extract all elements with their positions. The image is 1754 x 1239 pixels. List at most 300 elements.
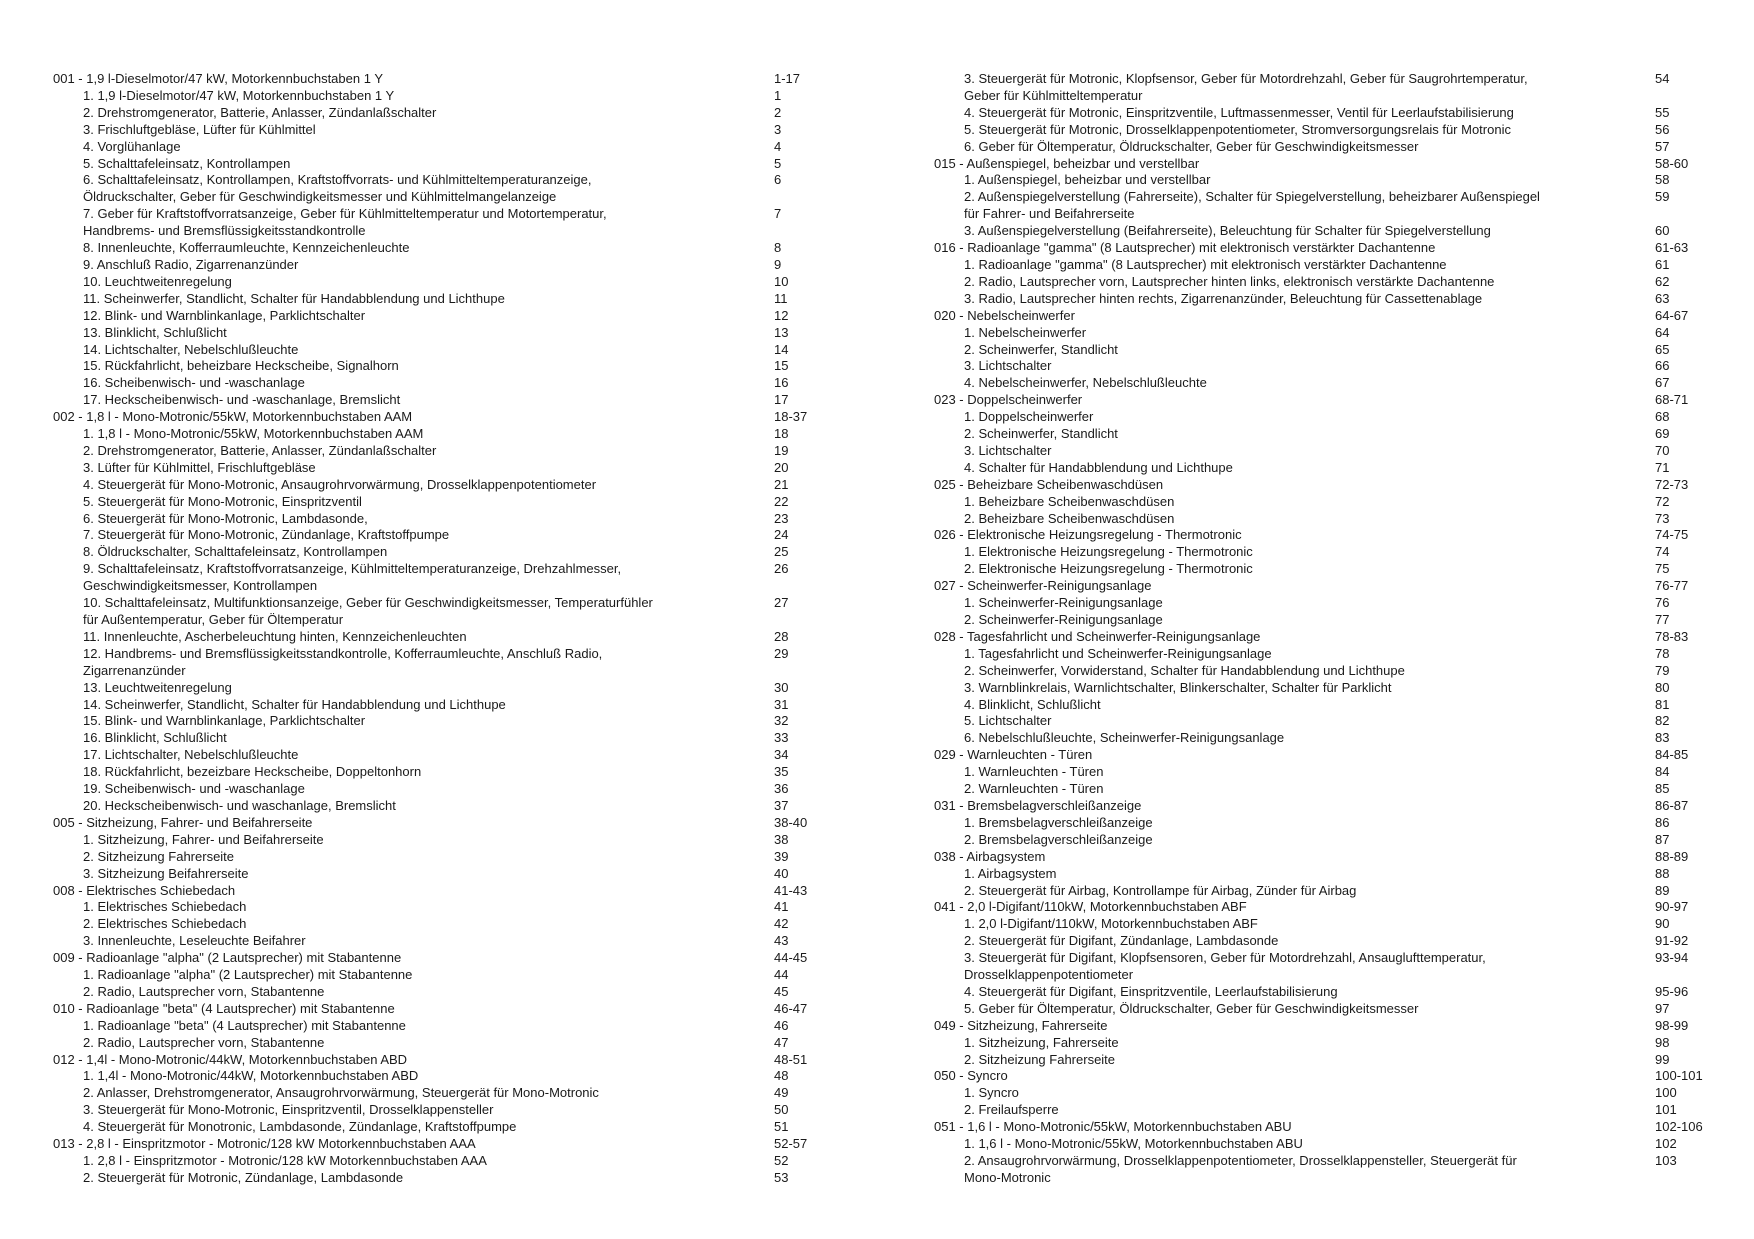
- toc-entry-pages: 8: [774, 240, 782, 256]
- toc-entry-pages: 78: [1655, 645, 1670, 661]
- toc-entry-pages: 73: [1655, 510, 1670, 526]
- toc-entry-pages: 31: [774, 696, 789, 712]
- toc-item-row: [934, 713, 1704, 730]
- toc-entry-title: 3. Steuergerät für Mono-Motronic, Einspritzventil, Drosselklappensteller: [83, 1102, 494, 1118]
- toc-entry-title: Öldruckschalter, Geber für Geschwindigkeitsmesser und Kühlmittelmangelanzeige: [83, 189, 557, 205]
- toc-entry-pages: 54: [1655, 71, 1670, 86]
- toc-entry-title: 15. Blink- und Warnblinkanlage, Parklichtschalter: [83, 713, 366, 729]
- toc-continuation-row: [934, 88, 1704, 105]
- toc-entry-pages: 53: [774, 1169, 789, 1185]
- toc-entry-pages: 41-43: [774, 882, 808, 898]
- toc-item-row: [53, 308, 823, 325]
- toc-item-row: [934, 1153, 1704, 1170]
- toc-continuation-row: [53, 663, 823, 680]
- toc-entry-title: 1. 1,8 l - Mono-Motronic/55kW, Motorkennbuchstaben AAM: [83, 426, 424, 442]
- toc-entry-pages: 76-77: [1655, 578, 1689, 594]
- toc-column-right: [934, 71, 1704, 1187]
- toc-entry-title: 2. Radio, Lautsprecher vorn, Stabantenne: [83, 983, 325, 999]
- toc-item-row: [934, 494, 1704, 511]
- toc-entry-title: 3. Innenleuchte, Leseleuchte Beifahrer: [83, 933, 306, 949]
- toc-item-row: [53, 561, 823, 578]
- toc-entry-title: 1. Warnleuchten - Türen: [964, 764, 1104, 780]
- toc-entry-title: 027 - Scheinwerfer-Reinigungsanlage: [934, 578, 1152, 594]
- toc-entry-pages: 25: [774, 544, 789, 560]
- toc-entry-pages: 100: [1655, 1085, 1677, 1101]
- toc-entry-title: 16. Blinklicht, Schlußlicht: [83, 730, 227, 746]
- toc-entry-pages: 47: [774, 1034, 789, 1050]
- toc-item-row: [53, 375, 823, 392]
- toc-entry-title: 2. Radio, Lautsprecher vorn, Stabantenne: [83, 1034, 325, 1050]
- toc-entry-title: 9. Schalttafeleinsatz, Kraftstoffvorratsanzeige, Kühlmitteltemperaturanzeige, Drehzahlmesser,: [83, 561, 622, 577]
- toc-item-row: [934, 1035, 1704, 1052]
- toc-entry-pages: 39: [774, 848, 789, 864]
- toc-entry-pages: 70: [1655, 442, 1670, 458]
- toc-entry-title: 18. Rückfahrlicht, bezeizbare Heckscheibe, Doppeltonhorn: [83, 764, 422, 780]
- toc-entry-pages: 75: [1655, 561, 1670, 577]
- toc-entry-title: 1. 1,6 l - Mono-Motronic/55kW, Motorkennbuchstaben ABU: [964, 1136, 1303, 1152]
- toc-entry-title: 1. Radioanlage "alpha" (2 Lautsprecher) mit Stabantenne: [83, 967, 413, 983]
- toc-item-row: [934, 409, 1704, 426]
- toc-column-left: [53, 71, 823, 1187]
- toc-item-row: [53, 511, 823, 528]
- toc-item-row: [53, 88, 823, 105]
- toc-entry-pages: 90: [1655, 916, 1670, 932]
- toc-entry-title: 3. Sitzheizung Beifahrerseite: [83, 865, 249, 881]
- toc-entry-title: 2. Steuergerät für Airbag, Kontrollampe für Airbag, Zünder für Airbag: [964, 882, 1357, 898]
- toc-entry-pages: 3: [774, 121, 782, 137]
- toc-entry-pages: 48-51: [774, 1051, 808, 1067]
- toc-item-row: [53, 139, 823, 156]
- toc-entry-pages: 38-40: [774, 814, 808, 830]
- toc-item-row: [934, 274, 1704, 291]
- toc-entry-pages: 91-92: [1655, 933, 1689, 949]
- toc-item-row: [934, 1136, 1704, 1153]
- toc-item-row: [53, 1035, 823, 1052]
- toc-entry-pages: 65: [1655, 341, 1670, 357]
- toc-entry-title: 6. Nebelschlußleuchte, Scheinwerfer-Reinigungsanlage: [964, 730, 1285, 746]
- toc-entry-pages: 61: [1655, 256, 1670, 272]
- toc-entry-title: 1. Elektronische Heizungsregelung - Thermotronic: [964, 544, 1253, 560]
- toc-item-row: [53, 156, 823, 173]
- toc-item-row: [53, 730, 823, 747]
- toc-entry-pages: 58-60: [1655, 155, 1689, 171]
- toc-entry-title: 4. Blinklicht, Schlußlicht: [964, 696, 1101, 712]
- toc-entry-title: 16. Scheibenwisch- und -waschanlage: [83, 375, 305, 391]
- toc-entry-title: 20. Heckscheibenwisch- und waschanlage, Bremslicht: [83, 797, 396, 813]
- toc-entry-title: 2. Elektrisches Schiebedach: [83, 916, 247, 932]
- toc-section-row: [934, 527, 1704, 544]
- toc-entry-pages: 59: [1655, 189, 1670, 205]
- toc-entry-pages: 44-45: [774, 950, 808, 966]
- toc-item-row: [53, 105, 823, 122]
- toc-entry-pages: 33: [774, 730, 789, 746]
- toc-item-row: [934, 358, 1704, 375]
- toc-entry-title: 7. Steuergerät für Mono-Motronic, Zündanlage, Kraftstoffpumpe: [83, 527, 450, 543]
- toc-entry-title: 1. Nebelscheinwerfer: [964, 324, 1087, 340]
- toc-entry-pages: 41: [774, 899, 789, 915]
- toc-entry-title: 15. Rückfahrlicht, beheizbare Heckscheibe, Signalhorn: [83, 358, 399, 374]
- toc-entry-pages: 9: [774, 256, 782, 272]
- toc-item-row: [53, 832, 823, 849]
- toc-entry-title: 1. 1,4l - Mono-Motronic/44kW, Motorkennbuchstaben ABD: [83, 1068, 419, 1084]
- toc-entry-pages: 26: [774, 561, 789, 577]
- toc-entry-pages: 1: [774, 87, 782, 103]
- toc-item-row: [53, 325, 823, 342]
- toc-entry-title: für Außentemperatur, Geber für Öltemperatur: [83, 612, 344, 627]
- toc-section-row: [934, 156, 1704, 173]
- toc-item-row: [934, 680, 1704, 697]
- toc-section-row: [53, 1001, 823, 1018]
- toc-entry-title: 12. Blink- und Warnblinkanlage, Parklichtschalter: [83, 307, 366, 323]
- toc-entry-pages: 56: [1655, 121, 1670, 137]
- toc-item-row: [53, 274, 823, 291]
- toc-entry-pages: 36: [774, 781, 789, 797]
- toc-entry-pages: 68: [1655, 409, 1670, 425]
- toc-entry-pages: 23: [774, 510, 789, 526]
- toc-entry-title: 008 - Elektrisches Schiebedach: [53, 882, 236, 898]
- toc-entry-pages: 66: [1655, 358, 1670, 374]
- toc-entry-title: 2. Scheinwerfer, Standlicht: [964, 341, 1118, 357]
- toc-item-row: [934, 291, 1704, 308]
- toc-item-row: [53, 713, 823, 730]
- toc-continuation-row: [53, 578, 823, 595]
- toc-entry-pages: 58: [1655, 172, 1670, 188]
- toc-entry-pages: 42: [774, 916, 789, 932]
- toc-entry-title: 7. Geber für Kraftstoffvorratsanzeige, Geber für Kühlmitteltemperatur und Motortemperatur,: [83, 206, 607, 222]
- toc-entry-title: 6. Schalttafeleinsatz, Kontrollampen, Kraftstoffvorrats- und Kühlmitteltemperaturanzeige,: [83, 172, 592, 188]
- toc-entry-title: 1. Syncro: [964, 1085, 1019, 1101]
- toc-entry-pages: 11: [774, 290, 788, 306]
- toc-entry-title: 1. Doppelscheinwerfer: [964, 409, 1094, 425]
- toc-item-row: [934, 663, 1704, 680]
- toc-entry-pages: 50: [774, 1102, 789, 1118]
- toc-entry-title: 8. Innenleuchte, Kofferraumleuchte, Kennzeichenleuchte: [83, 240, 410, 256]
- toc-item-row: [53, 798, 823, 815]
- toc-entry-pages: 61-63: [1655, 240, 1689, 256]
- toc-item-row: [53, 1170, 823, 1187]
- toc-entry-title: 020 - Nebelscheinwerfer: [934, 307, 1075, 323]
- toc-item-row: [934, 933, 1704, 950]
- toc-entry-title: 3. Frischluftgebläse, Lüfter für Kühlmittel: [83, 121, 316, 137]
- toc-entry-pages: 100-101: [1655, 1068, 1703, 1084]
- toc-entry-pages: 60: [1655, 223, 1670, 239]
- toc-entry-pages: 52-57: [774, 1136, 808, 1152]
- toc-entry-pages: 93-94: [1655, 950, 1689, 966]
- toc-entry-pages: 68-71: [1655, 392, 1689, 408]
- toc-entry-title: 041 - 2,0 l-Digifant/110kW, Motorkennbuchstaben ABF: [934, 899, 1247, 915]
- toc-item-row: [53, 967, 823, 984]
- toc-section-row: [934, 899, 1704, 916]
- toc-section-row: [53, 883, 823, 900]
- toc-entry-pages: 74: [1655, 544, 1670, 560]
- toc-entry-title: 1. Tagesfahrlicht und Scheinwerfer-Reinigungsanlage: [964, 645, 1272, 661]
- toc-entry-pages: 85: [1655, 781, 1670, 797]
- toc-entry-title: 4. Nebelscheinwerfer, Nebelschlußleuchte: [964, 375, 1207, 391]
- toc-entry-pages: 27: [774, 595, 789, 611]
- toc-entry-title: 2. Elektronische Heizungsregelung - Thermotronic: [964, 561, 1253, 577]
- toc-entry-title: 10. Schalttafeleinsatz, Multifunktionsanzeige, Geber für Geschwindigkeitsmesser, Temperaturfühler: [83, 595, 653, 611]
- toc-entry-pages: 52: [774, 1153, 789, 1168]
- toc-entry-title: 2. Scheinwerfer, Vorwiderstand, Schalter für Handabblendung und Lichthupe: [964, 662, 1405, 678]
- toc-item-row: [53, 494, 823, 511]
- toc-entry-title: 010 - Radioanlage "beta" (4 Lautsprecher) mit Stabantenne: [53, 1000, 395, 1016]
- toc-entry-pages: 99: [1655, 1051, 1670, 1067]
- toc-section-row: [934, 747, 1704, 764]
- toc-entry-pages: 20: [774, 459, 789, 475]
- toc-entry-pages: 101: [1655, 1102, 1677, 1118]
- toc-entry-title: 012 - 1,4l - Mono-Motronic/44kW, Motorkennbuchstaben ABD: [53, 1051, 408, 1067]
- toc-item-row: [934, 375, 1704, 392]
- toc-continuation-row: [934, 1170, 1704, 1187]
- toc-section-row: [934, 240, 1704, 257]
- toc-entry-title: 2. Ansaugrohrvorwärmung, Drosselklappenpotentiometer, Drosselklappensteller, Steuergerät für: [964, 1153, 1517, 1168]
- toc-entry-pages: 1-17: [774, 71, 801, 86]
- toc-item-row: [934, 612, 1704, 629]
- toc-entry-title: 5. Steuergerät für Mono-Motronic, Einspritzventil: [83, 493, 362, 509]
- toc-item-row: [53, 206, 823, 223]
- toc-entry-title: Handbrems- und Bremsflüssigkeitsstandkontrolle: [83, 223, 366, 239]
- toc-entry-pages: 88: [1655, 865, 1670, 881]
- toc-section-row: [53, 409, 823, 426]
- toc-item-row: [934, 815, 1704, 832]
- toc-entry-pages: 2: [774, 104, 782, 120]
- toc-entry-pages: 102-106: [1655, 1119, 1703, 1135]
- toc-entry-title: 023 - Doppelscheinwerfer: [934, 392, 1083, 408]
- toc-entry-pages: 16: [774, 375, 789, 391]
- toc-item-row: [53, 781, 823, 798]
- toc-entry-title: 1. Elektrisches Schiebedach: [83, 899, 247, 915]
- toc-continuation-row: [53, 189, 823, 206]
- toc-item-row: [53, 392, 823, 409]
- toc-entry-title: 4. Steuergerät für Mono-Motronic, Ansaugrohrvorwärmung, Drosselklappenpotentiometer: [83, 476, 597, 492]
- toc-entry-pages: 35: [774, 764, 789, 780]
- toc-entry-title: für Fahrer- und Beifahrerseite: [964, 206, 1135, 222]
- toc-item-row: [934, 189, 1704, 206]
- toc-entry-title: 3. Lichtschalter: [964, 358, 1052, 374]
- toc-entry-title: 2. Steuergerät für Motronic, Zündanlage, Lambdasonde: [83, 1169, 404, 1185]
- toc-entry-pages: 77: [1655, 612, 1670, 627]
- toc-section-row: [53, 815, 823, 832]
- toc-entry-pages: 22: [774, 493, 789, 509]
- toc-entry-pages: 87: [1655, 831, 1670, 847]
- toc-entry-pages: 102: [1655, 1136, 1677, 1152]
- toc-item-row: [53, 460, 823, 477]
- toc-entry-pages: 69: [1655, 426, 1670, 442]
- toc-entry-title: 6. Steuergerät für Mono-Motronic, Lambdasonde,: [83, 510, 368, 526]
- toc-entry-pages: 14: [774, 341, 789, 357]
- toc-entry-title: 5. Geber für Öltemperatur, Öldruckschalter, Geber für Geschwindigkeitsmesser: [964, 1000, 1419, 1016]
- toc-entry-pages: 15: [774, 358, 789, 374]
- toc-continuation-row: [934, 206, 1704, 223]
- toc-item-row: [934, 866, 1704, 883]
- toc-section-row: [934, 392, 1704, 409]
- toc-entry-title: 13. Blinklicht, Schlußlicht: [83, 324, 227, 340]
- toc-entry-title: 015 - Außenspiegel, beheizbar und verstellbar: [934, 155, 1200, 171]
- toc-item-row: [53, 1018, 823, 1035]
- toc-item-row: [53, 916, 823, 933]
- toc-entry-title: 026 - Elektronische Heizungsregelung - Thermotronic: [934, 527, 1242, 543]
- toc-entry-title: 1. Airbagsystem: [964, 865, 1057, 881]
- toc-entry-pages: 97: [1655, 1000, 1670, 1016]
- toc-entry-title: 2. Anlasser, Drehstromgenerator, Ansaugrohrvorwärmung, Steuergerät für Mono-Motronic: [83, 1085, 599, 1101]
- toc-entry-title: 028 - Tagesfahrlicht und Scheinwerfer-Reinigungsanlage: [934, 628, 1261, 644]
- toc-item-row: [53, 984, 823, 1001]
- toc-section-row: [934, 477, 1704, 494]
- toc-entry-pages: 78-83: [1655, 628, 1689, 644]
- toc-item-row: [53, 527, 823, 544]
- toc-item-row: [934, 342, 1704, 359]
- toc-section-row: [934, 1018, 1704, 1035]
- toc-item-row: [934, 71, 1704, 88]
- toc-item-row: [934, 697, 1704, 714]
- toc-entry-title: 4. Vorglühanlage: [83, 138, 181, 154]
- toc-entry-title: 050 - Syncro: [934, 1068, 1008, 1084]
- toc-entry-pages: 51: [774, 1119, 789, 1135]
- toc-entry-title: 9. Anschluß Radio, Zigarrenanzünder: [83, 256, 299, 272]
- toc-entry-pages: 86-87: [1655, 797, 1689, 813]
- toc-entry-title: 3. Warnblinkrelais, Warnlichtschalter, Blinkerschalter, Schalter für Parklicht: [964, 679, 1392, 695]
- toc-item-row: [934, 646, 1704, 663]
- toc-entry-title: 2. Freilaufsperre: [964, 1102, 1059, 1118]
- toc-entry-pages: 62: [1655, 273, 1670, 289]
- toc-item-row: [934, 1102, 1704, 1119]
- toc-item-row: [53, 747, 823, 764]
- toc-item-row: [53, 1085, 823, 1102]
- toc-entry-title: 17. Heckscheibenwisch- und -waschanlage, Bremslicht: [83, 392, 401, 408]
- toc-entry-pages: 38: [774, 831, 789, 847]
- toc-entry-title: 013 - 2,8 l - Einspritzmotor - Motronic/128 kW Motorkennbuchstaben AAA: [53, 1136, 476, 1152]
- toc-entry-title: 1. 2,0 l-Digifant/110kW, Motorkennbuchstaben ABF: [964, 916, 1258, 932]
- toc-entry-title: 2. Beheizbare Scheibenwaschdüsen: [964, 510, 1175, 526]
- toc-entry-pages: 64: [1655, 324, 1670, 340]
- toc-entry-pages: 67: [1655, 375, 1670, 391]
- toc-item-row: [53, 342, 823, 359]
- toc-entry-pages: 49: [774, 1085, 789, 1101]
- toc-item-row: [53, 697, 823, 714]
- toc-item-row: [53, 291, 823, 308]
- toc-item-row: [53, 426, 823, 443]
- toc-entry-pages: 19: [774, 442, 789, 458]
- toc-entry-title: 2. Steuergerät für Digifant, Zündanlage, Lambdasonde: [964, 933, 1279, 949]
- toc-entry-pages: 86: [1655, 814, 1670, 830]
- toc-section-row: [934, 308, 1704, 325]
- toc-entry-title: 8. Öldruckschalter, Schalttafeleinsatz, Kontrollampen: [83, 544, 388, 560]
- toc-entry-pages: 17: [774, 392, 789, 408]
- toc-entry-title: 1. Scheinwerfer-Reinigungsanlage: [964, 595, 1163, 611]
- toc-entry-title: 1. Beheizbare Scheibenwaschdüsen: [964, 493, 1175, 509]
- toc-entry-title: 2. Scheinwerfer, Standlicht: [964, 426, 1118, 442]
- toc-item-row: [934, 223, 1704, 240]
- toc-entry-pages: 45: [774, 983, 789, 999]
- toc-entry-title: 1. Bremsbelagverschleißanzeige: [964, 814, 1153, 830]
- toc-entry-title: 17. Lichtschalter, Nebelschlußleuchte: [83, 747, 299, 763]
- toc-entry-title: 1. 2,8 l - Einspritzmotor - Motronic/128 kW Motorkennbuchstaben AAA: [83, 1153, 487, 1168]
- toc-item-row: [53, 1119, 823, 1136]
- toc-item-row: [934, 325, 1704, 342]
- toc-entry-title: 3. Steuergerät für Digifant, Klopfsensoren, Geber für Motordrehzahl, Ansauglufttemperatur,: [964, 950, 1486, 966]
- toc-item-row: [934, 172, 1704, 189]
- toc-entry-title: 1. Außenspiegel, beheizbar und verstellbar: [964, 172, 1211, 188]
- toc-entry-title: 2. Sitzheizung Fahrerseite: [964, 1051, 1116, 1067]
- toc-entry-title: 2. Radio, Lautsprecher vorn, Lautsprecher hinten links, elektronisch verstärkte Dachantenne: [964, 273, 1495, 289]
- toc-continuation-row: [53, 223, 823, 240]
- toc-entry-pages: 40: [774, 865, 789, 881]
- toc-entry-title: 13. Leuchtweitenregelung: [83, 679, 232, 695]
- toc-item-row: [934, 595, 1704, 612]
- toc-item-row: [934, 1052, 1704, 1069]
- toc-entry-pages: 18-37: [774, 409, 808, 425]
- toc-item-row: [934, 511, 1704, 528]
- toc-section-row: [53, 950, 823, 967]
- toc-entry-pages: 89: [1655, 882, 1670, 898]
- toc-item-row: [53, 849, 823, 866]
- toc-entry-pages: 72-73: [1655, 476, 1689, 492]
- toc-entry-pages: 46-47: [774, 1000, 808, 1016]
- toc-item-row: [53, 240, 823, 257]
- toc-entry-title: 1. Sitzheizung, Fahrerseite: [964, 1034, 1119, 1050]
- toc-item-row: [934, 105, 1704, 122]
- toc-entry-title: 2. Drehstromgenerator, Batterie, Anlasser, Zündanlaßschalter: [83, 104, 437, 120]
- toc-item-row: [934, 764, 1704, 781]
- toc-entry-title: Geber für Kühlmitteltemperatur: [964, 87, 1143, 103]
- toc-item-row: [934, 984, 1704, 1001]
- toc-entry-pages: 103: [1655, 1153, 1677, 1168]
- toc-entry-pages: 83: [1655, 730, 1670, 746]
- toc-entry-pages: 6: [774, 172, 782, 188]
- toc-continuation-row: [53, 612, 823, 629]
- toc-entry-pages: 48: [774, 1068, 789, 1084]
- toc-item-row: [934, 139, 1704, 156]
- toc-entry-title: 4. Steuergerät für Monotronic, Lambdasonde, Zündanlage, Kraftstoffpumpe: [83, 1119, 517, 1135]
- toc-entry-title: 009 - Radioanlage "alpha" (2 Lautsprecher) mit Stabantenne: [53, 950, 402, 966]
- toc-entry-pages: 98-99: [1655, 1017, 1689, 1033]
- toc-item-row: [53, 122, 823, 139]
- toc-item-row: [53, 257, 823, 274]
- toc-entry-title: Zigarrenanzünder: [83, 662, 186, 678]
- toc-item-row: [934, 443, 1704, 460]
- toc-entry-title: 14. Lichtschalter, Nebelschlußleuchte: [83, 341, 299, 357]
- toc-entry-pages: 76: [1655, 595, 1670, 611]
- toc-item-row: [53, 933, 823, 950]
- toc-entry-pages: 7: [774, 206, 782, 222]
- toc-entry-pages: 10: [774, 273, 789, 289]
- toc-item-row: [934, 257, 1704, 274]
- toc-item-row: [53, 595, 823, 612]
- toc-entry-title: 3. Lüfter für Kühlmittel, Frischluftgebläse: [83, 459, 316, 475]
- toc-section-row: [934, 1068, 1704, 1085]
- toc-section-row: [934, 1119, 1704, 1136]
- toc-entry-title: 1. Sitzheizung, Fahrer- und Beifahrerseite: [83, 831, 324, 847]
- toc-item-row: [53, 172, 823, 189]
- toc-item-row: [934, 781, 1704, 798]
- toc-item-row: [53, 544, 823, 561]
- toc-entry-title: 025 - Beheizbare Scheibenwaschdüsen: [934, 476, 1164, 492]
- toc-item-row: [53, 646, 823, 663]
- toc-entry-title: 2. Bremsbelagverschleißanzeige: [964, 831, 1153, 847]
- toc-entry-pages: 13: [774, 324, 789, 340]
- toc-entry-pages: 95-96: [1655, 983, 1689, 999]
- toc-item-row: [934, 122, 1704, 139]
- toc-entry-title: 2. Sitzheizung Fahrerseite: [83, 848, 235, 864]
- toc-entry-pages: 55: [1655, 104, 1670, 120]
- toc-entry-pages: 80: [1655, 679, 1670, 695]
- toc-item-row: [934, 1085, 1704, 1102]
- toc-entry-pages: 46: [774, 1017, 789, 1033]
- toc-item-row: [934, 883, 1704, 900]
- toc-entry-pages: 12: [774, 307, 789, 323]
- toc-entry-pages: 44: [774, 967, 789, 983]
- toc-entry-pages: 5: [774, 155, 782, 171]
